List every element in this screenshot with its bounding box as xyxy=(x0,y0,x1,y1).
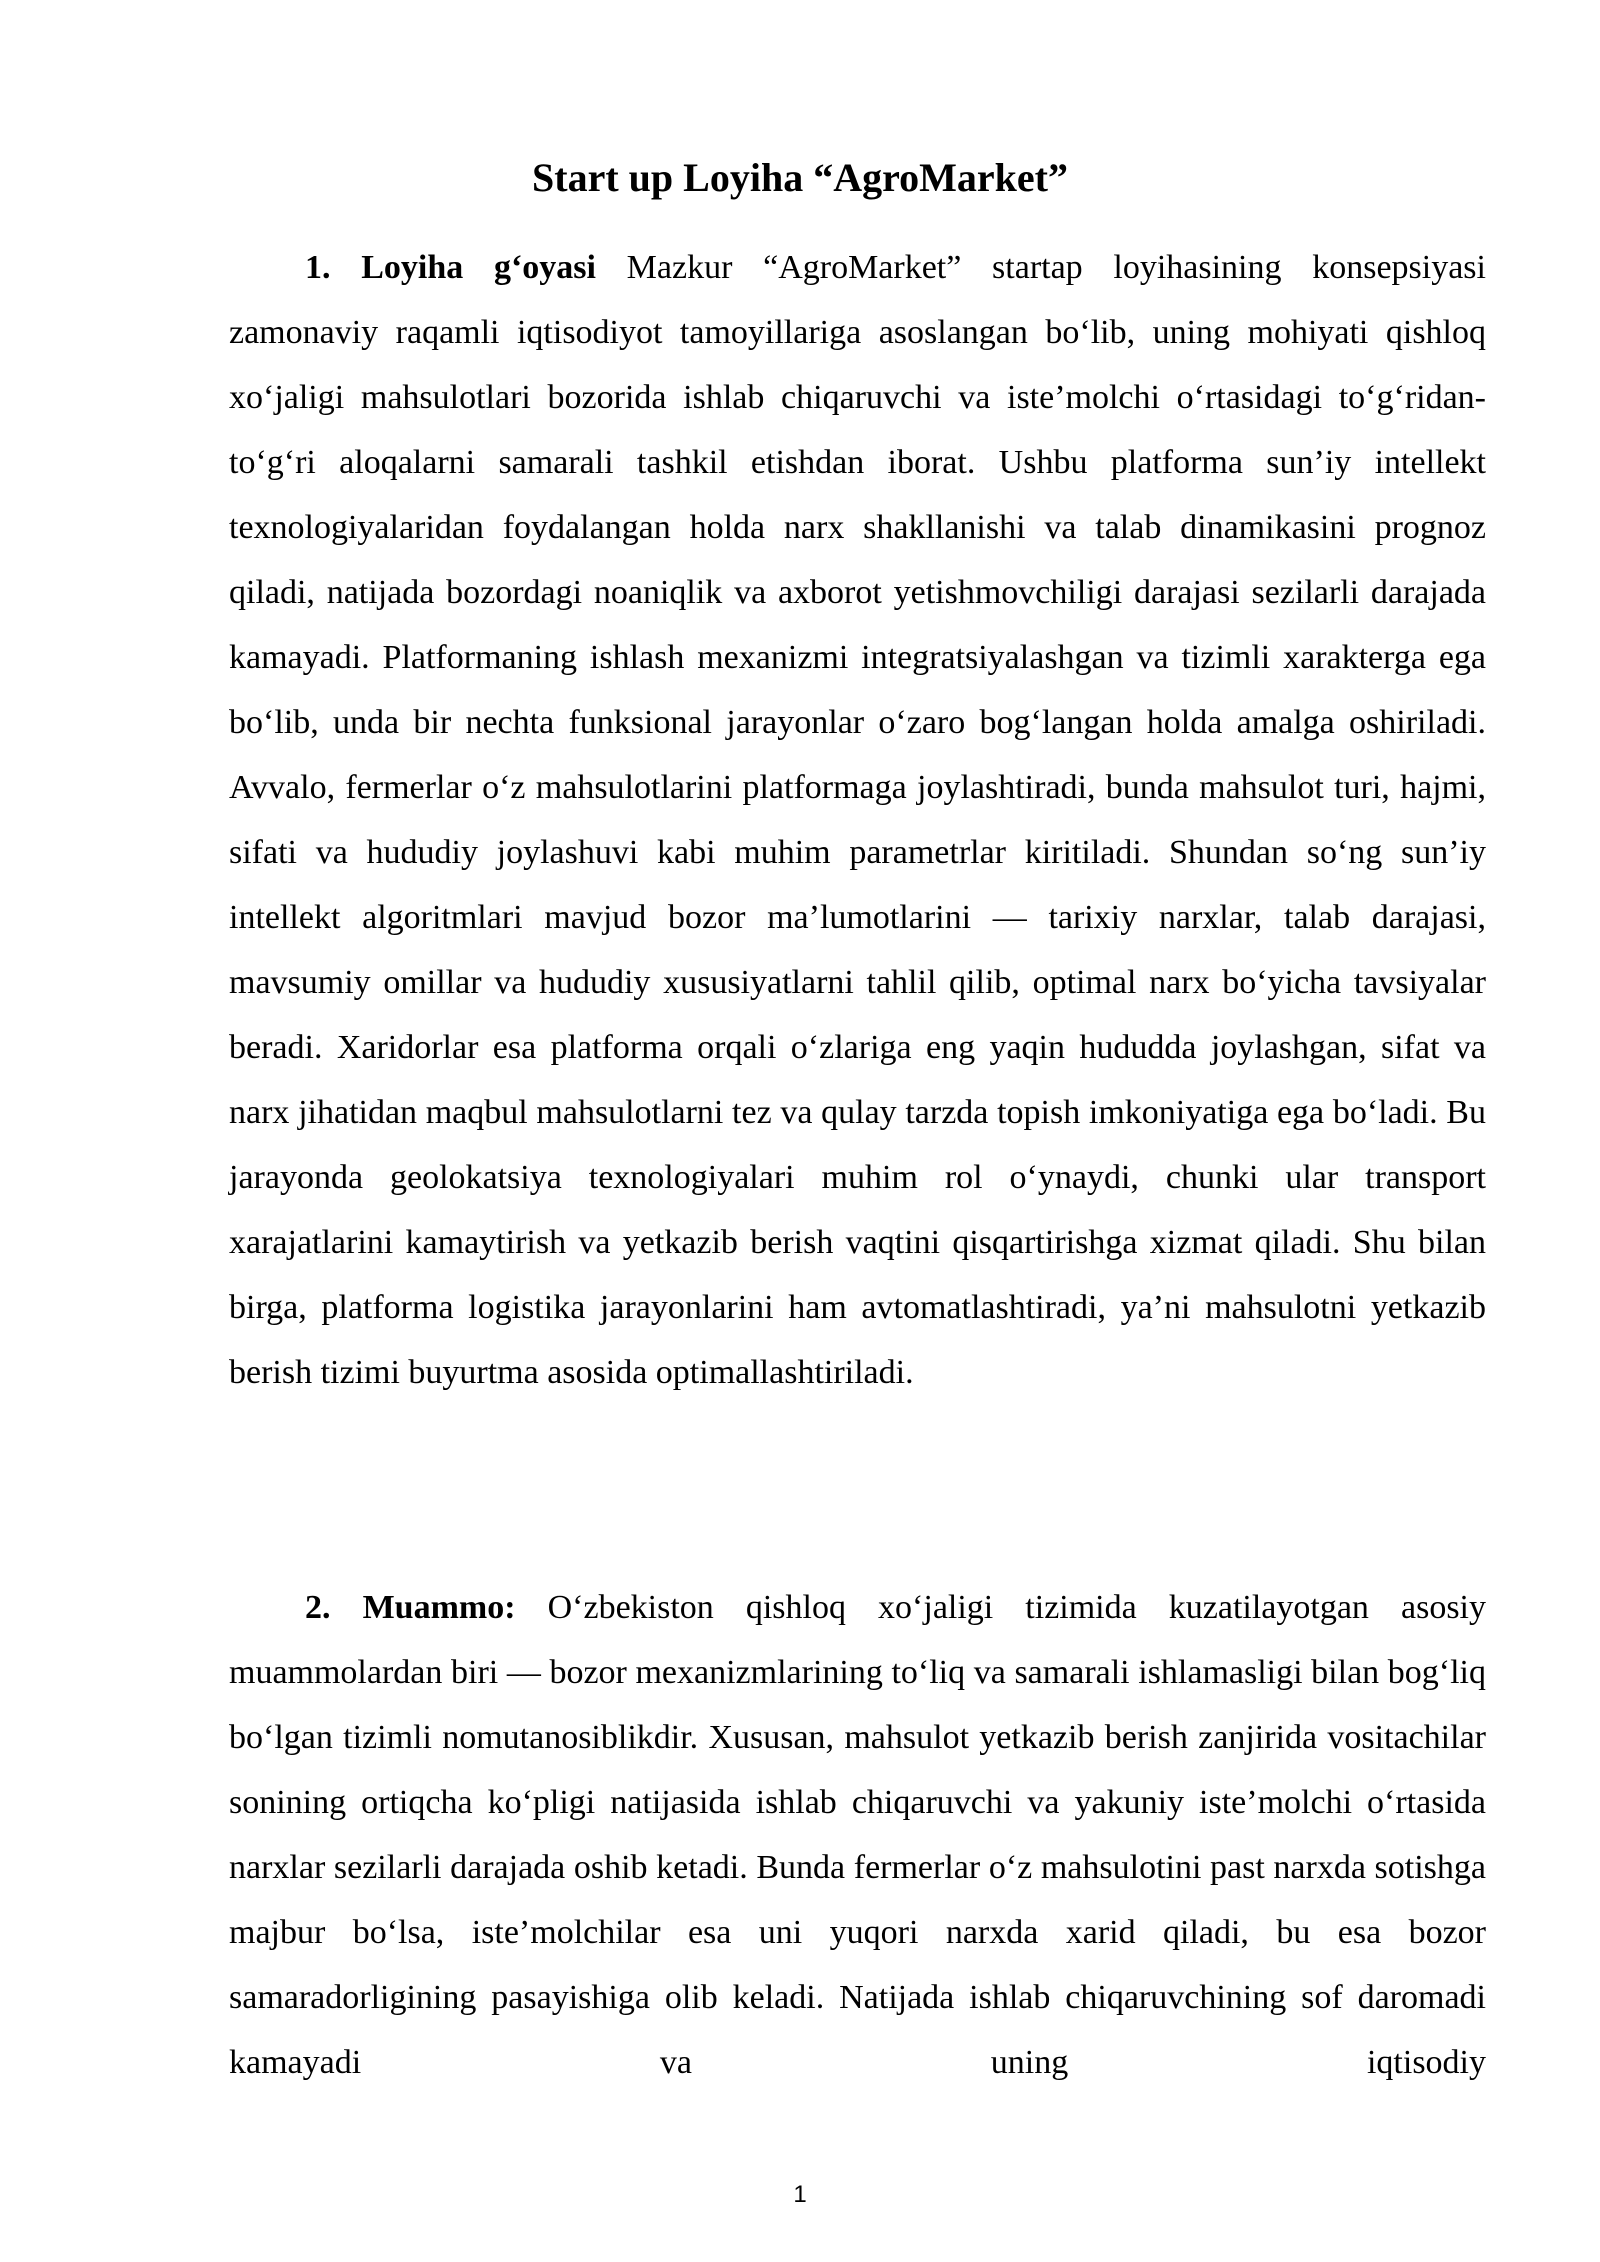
section-2-text: O‘zbekiston qishloq xo‘jaligi tizimida kuzatilayotgan asosiy muammolardan biri — bozor mexanizmlarining to‘liq va samarali ishlamasligi bilan bog‘liq bo‘lgan tizimli nomutanosiblikdir. Xususan, mahsulot yetkazib berish zanjirida vositachilar sonining ortiqcha ko‘pligi natijasida ishlab chiqaruvchi va yakuniy iste’molchi o‘rtasida narxlar sezilarli darajada oshib ketadi. Bunda fermerlar o‘z mahsulotini past narxda sotishga majbur bo‘lsa, iste’molchilar esa uni yuqori narxda xarid qiladi, bu esa bozor samaradorligining pasayishiga olib keladi. Natijada ishlab chiqaruvchining sof daromadi kamayadi va uning iqtisodiy xyxy=(229,1589,1487,2081)
section-2-heading: 2. Muammo: xyxy=(305,1589,516,1626)
section-1-paragraph xyxy=(229,235,1486,1405)
section-1-heading: 1. Loyiha g‘oyasi xyxy=(305,249,596,286)
page-number: 1 xyxy=(793,2181,807,2208)
document-title: Start up Loyiha “AgroMarket” xyxy=(532,155,1068,200)
section-2-paragraph xyxy=(229,1575,1486,2095)
section-1-text: Mazkur “AgroMarket” startap loyihasining konsepsiyasi zamonaviy raqamli iqtisodiyot tamoyillariga asoslangan bo‘lib, uning mohiyati qishloq xo‘jaligi mahsulotlari bozorida ishlab chiqaruvchi va iste’molchi o‘rtasidagi to‘g‘ridan-to‘g‘ri aloqalarni samarali tashkil etishdan iborat. Ushbu platforma sun’iy intellekt texnologiyalaridan foydalangan holda narx shakllanishi va talab dinamikasini prognoz qiladi, natijada bozordagi noaniqlik va axborot yetishmovchiligi darajasi sezilarli darajada kamayadi. Platformaning ishlash mexanizmi integratsiyalashgan va tizimli xarakterga ega bo‘lib, unda bir nechta funksional jarayonlar o‘zaro bog‘langan holda amalga oshiriladi. Avvalo, fermerlar o‘z mahsulotlarini platformaga joylashtiradi, bunda mahsulot turi, hajmi, sifati va hududiy joylashuvi kabi muhim parametrlar kiritiladi. Shundan so‘ng sun’iy intellekt algoritmlari mavjud bozor ma’lumotlarini — tarixiy narxlar, talab darajasi, mavsumiy omillar va hududiy xususiyatlarni tahlil qilib, optimal narx bo‘yicha tavsiyalar beradi. Xaridorlar esa platforma orqali o‘zlariga eng yaqin hududda joylashgan, sifat va narx jihatidan maqbul mahsulotlarni tez va qulay tarzda topish imkoniyatiga ega bo‘ladi. Bu jarayonda geolokatsiya texnologiyalari muhim rol o‘ynaydi, chunki ular transport xarajatlarini kamaytirish va yetkazib berish vaqtini qisqartirishga xizmat qiladi. Shu bilan birga, platforma logistika jarayonlarini ham avtomatlashtiradi, ya’ni mahsulotni yetkazib berish tizimi buyurtma asosida optimallashtiriladi. xyxy=(229,249,1486,1391)
